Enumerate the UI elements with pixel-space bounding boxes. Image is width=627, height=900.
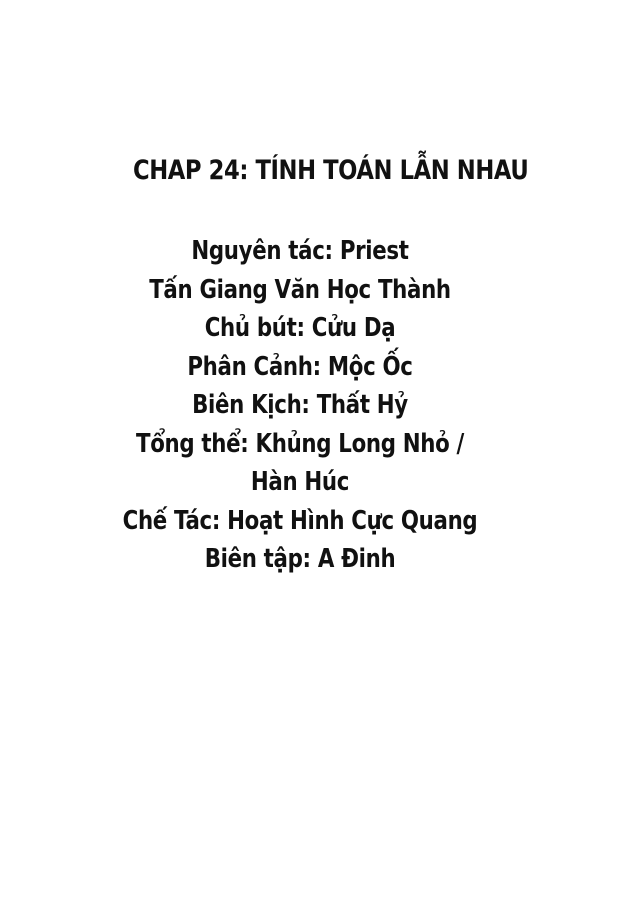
credit-production: Chế Tác: Hoạt Hình Cực Quang [122,505,478,536]
credits-list [0,232,600,579]
credit-overall: Tổng thể: Khủng Long Nhỏ / [135,428,464,459]
credit-publisher: Tấn Giang Văn Học Thành [149,274,451,305]
credit-lead-artist: Chủ bút: Cửu Dạ [204,313,396,343]
credit-overall-continued: Hàn Húc [250,467,350,497]
credit-script: Biên Kịch: Thất Hỷ [192,390,408,420]
credit-storyboard: Phân Cảnh: Mộc Ốc [187,351,413,382]
chapter-title: CHAP 24: TÍNH TOÁN LẪN NHAU [133,155,529,186]
credit-original-work: Nguyên tác: Priest [191,236,409,266]
credit-editor: Biên tập: A Đinh [204,544,396,574]
